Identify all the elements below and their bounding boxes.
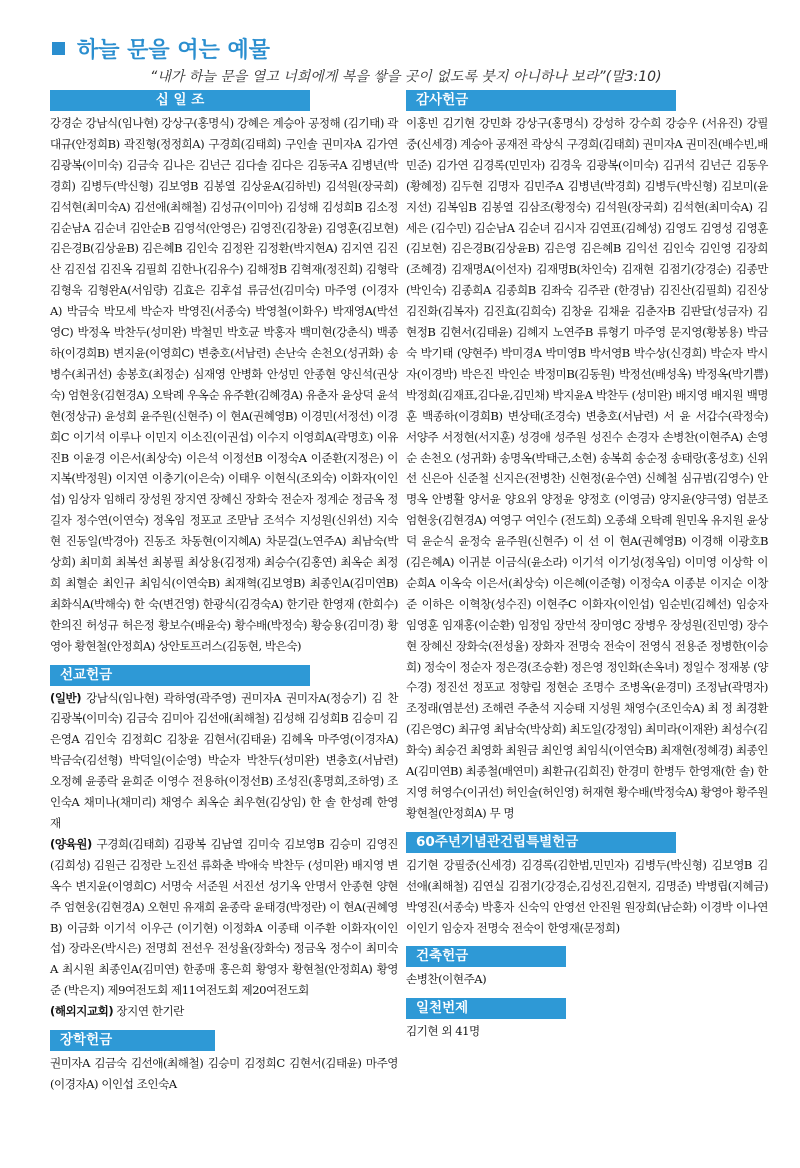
first-fruit-names: 김기현 외 41명: [406, 1024, 480, 1039]
title-square-icon: [52, 42, 65, 55]
section-heading-first-fruit: 일천번제: [406, 998, 566, 1019]
mission-group-label: (해외지교회): [50, 1004, 114, 1019]
right-column: [406, 90, 768, 1042]
mission-group-overseas: [50, 1001, 398, 1022]
mission-group-names: 장지연 한기란: [113, 1004, 184, 1019]
mission-group-general: [50, 688, 398, 834]
page-title-text: 하늘 문을 여는 예물: [77, 37, 270, 63]
mission-group-label: (양육원): [50, 836, 92, 851]
mission-group-names: 강남식(임나현) 곽하영(곽주영) 권미자A 권미자A(정승기) 김 찬 김광복(이미숙) 김금숙 김미아 김선애(최해철) 김성해 김성희B 김승미 김은영A 김인숙 김정희C 김창윤 김현서(김태윤) 김혜옥 마주영(이경자A) 박금숙(김선형) 박덕일(이순영) 박순자 박찬두(성미완) 변충호(서남련) 오정혜 윤종락 윤희준 이영수 전용하(이정선B) 조성진(홍명희,조하영) 조인숙A 채미나(채미리) 채영수 최옥순 최우현(김상임) 한 솔 한성례 한영재: [50, 690, 398, 830]
mission-group-nurture: [50, 834, 398, 1001]
left-column: [50, 90, 398, 1095]
mission-group-label: (일반): [50, 690, 82, 705]
section-heading-mission: 선교헌금: [50, 665, 310, 686]
section-heading-thanks: 감사헌금: [406, 90, 676, 111]
mission-group-names: 구경희(김태희) 김광복 김남열 김미숙 김보영B 김승미 김영진(김희성) 김원근 김정란 노진선 류화춘 박애숙 박찬두 (성미완) 배지영 변옥수 변지윤(이영희C) 서명숙 서준원 서진선 성기옥 안명서 안종현 양현주 엄현웅(김현경A) 오현민 유재희 윤종락 윤태경(박정란) 이 현A(권혜영B) 이금화 이기석 이우근 (이기현) 이정화A 이종태 이주환 이화자(이인섭) 장라온(박시은) 전명희 전선우 전성율(장화숙) 정금옥 정수이 최미숙A 최시원 최종인A(김미연) 한종매 홍은희 황영자 황현철(안정희A) 황영준 (박은지) 제9여전도회 제11여전도회 제20여전도회: [50, 836, 398, 998]
section-heading-tithe: 십 일 조: [50, 90, 310, 111]
section-heading-building60: 60주년기념관건립특별헌금: [406, 832, 676, 853]
thanks-names: 이홍빈 김기현 강민화 강상구(홍명식) 강성하 강수희 강승우 (서유진) 강필중(신세경) 계승아 공재전 곽상식 구경희(김태희) 권미자A 권미진(배수빈,배민준) 김가연 김경록(민민자) 김경욱 김광복(이미숙) 김귀석 김넌근 김동우(황혜정) 김두현 김명자 김민주A 김병년(박경희) 김병두(박신형) 김보미(윤지선) 김복임B 김봉열 김삼조(황정숙) 김석원(장국희) 김석현(최미숙A) 김세은 (김수민) 김순남A 김순녀 김시자 김연표(김혜성) 김영도 김영성 김영훈(김보현) 김은경B(김상윤B) 김은영 김은혜B 김익선 김인숙 김인영 김장희(조혜경) 김재명A(이선자) 김재명B(차인숙) 김재현 김점기(강경순) 김종만(박인숙) 김종희A 김종희B 김좌숙 김주관 (한경남) 김진산(김필희) 김진상 김진화(김복자) 김진효(김희숙) 김창윤 김채윤 김춘자B 김판달(성금자) 김현정B 김현서(김태윤) 김혜지 노연주B 류형기 마주영 문지영(황봉용) 박금숙 박기태 (양현주) 박미경A 박미영B 박서영B 박수상(신경희) 박순자 박시자(이경박) 박은진 박인순 박정미B(김동원) 박정선(배성옥) 박정옥(박기쁨) 박정희(김재표,김다윤,김민채) 박지윤A 박찬두 (성미완) 배지영 배지원 백명훈 백종하(이경희B) 변상태(조경숙) 변충호(서남련) 서 윤 서갑수(곽정숙) 서양주 서정현(서지훈) 성경애 성주원 성진수 손경자 손병찬(이현주A) 손영순 손천오 (성귀화) 송명옥(박태근,소현) 송복희 송순정 송태랑(홍성호) 신위선 신은아 신준철 신지은(전병찬) 신현정(윤수연) 신혜철 심규범(김영수) 안명옥 안병활 양서윤 양요위 양정윤 양정호 (이영금) 양지윤(양극영) 엄분조 엄현웅(김현경A) 여영구 여인수 (전도희) 오종쇄 오탁례 원민옥 유지원 윤상덕 윤순식 윤정숙 윤주원(신현주) 이 선 이 현A(권혜영B) 이경해 이광호B(김은혜A) 이귀분 이금식(윤소라) 이기석 이기성(정옥임) 이미영 이상학 이순희A 이옥숙 이은서(최상숙) 이은혜(이준형) 이정숙A 이종분 이지순 이창준 이하은 이혁창(성수진) 이현주C 이화자(이인섭) 임순빈(김혜선) 임숭자 임영훈 임재홍(이순환) 임정임 장만석 장미영C 장병우 장성원(진민영) 장수현 장혜신 장화숙(전성율) 장화자 전명숙 전숙이 전영식 전용준 정병한(이승희) 정숙이 정순자 정은경(조승환) 정은영 정인화(손옥녀) 정일수 정재봉 (양수경) 정진선 정포교 정향림 정현순 조명수 조병옥(윤경미) 조정남(곽명자) 조정래(염분선) 조해련 주춘석 지승태 지성원 채영수(조인숙A) 최 정 최경환(김은영C) 최규영 최남숙(박상희) 최도일(강정임) 최미라(이재완) 최성수(김화숙) 최승건 최영화 최원금 최인영 최임식(이연숙B) 최재현(정혜경) 최종인A(김미연B) 최종철(배연미) 최환규(김희진) 한경미 한병두 한영재(한 솔) 한지영 허영수(이귀선) 허인술(허인영) 허재현 황수배(박정숙A) 황영아 황주원 황현철(안정희A) 무 명: [406, 116, 768, 820]
construction-names: 손병찬(이현주A): [406, 972, 487, 987]
section-heading-construction: 건축헌금: [406, 946, 566, 967]
section-heading-scholarship: 장학헌금: [50, 1030, 215, 1051]
scholarship-names: 권미자A 김금숙 김선애(최해철) 김승미 김정희C 김현서(김태윤) 마주영(이경자A) 이인섭 조인숙A: [50, 1056, 398, 1091]
page-title: [52, 34, 270, 62]
scripture-quote: “내가 하늘 문을 열고 너희에게 복을 쌓을 곳이 없도록 붓지 아니하나 보라”(말3:10): [150, 69, 662, 85]
tithe-names: 강경순 강남식(임나현) 강상구(홍명식) 강혜은 계승아 공정해 (김기태) 곽대규(안정희B) 곽진형(정정희A) 구경희(김태희) 구인솔 권미자A 김가연 김광복(이미숙) 김금숙 김나은 김넌근 김다솔 김다은 김동국A 김병년(박경희) 김병두(박신형) 김보영B 김봉열 김상윤A(김하빈) 김석원(장국희) 김석현(최미숙A) 김선애(최해철) 김성규(이미아) 김성해 김성희B 김소정 김순남A 김순녀 김안순B 김영석(안영은) 김영진(김창윤) 김영훈(김보현) 김은경B(김상윤B) 김은혜B 김인숙 김정완 김정환(박지현A) 김지연 김진산 김진섭 김진옥 김필희 김한나(김유수) 김해정B 김혁재(정진희) 김형락 김형욱 김형완A(서임량) 김효은 김후섭 류금선(김미숙) 마주영 (이경자A) 박금숙 박모세 박순자 박영진(서종숙) 박영철(이화우) 박재영A(박선영C) 박정옥 박찬두(성미완) 박철민 박호균 박홍자 백미현(강춘식) 백종하(이경희B) 변지윤(이영희C) 변충호(서남련) 손난숙 손천오(성귀화) 송병수(최귀선) 송봉호(최정순) 심재영 안병화 안성민 안종현 양신석(권상숙) 엄현웅(김현경A) 오탁례 우옥순 유주환(김혜경A) 유춘자 윤상덕 윤석현(정상규) 윤성희 윤주원(신현주) 이 현A(권혜영B) 이경민(서정선) 이경희C 이기석 이루나 이민지 이소진(이권섭) 이수지 이영희A(곽명호) 이유진B 이윤경 이은서(최상숙) 이은석 이정선B 이정숙A 이준환(지정은) 이지복(박정원) 이지연 이충기(이은숙) 이태우 이현식(조외숙) 이화자(이인섭) 임상자 임해리 장성원 장지연 장혜신 장화숙 전순자 정계순 정금옥 정길자 정수연(이연숙) 정옥임 정포교 조맏남 조석수 지성원(신위선) 지숙현 진동일(박경아) 진동조 차동현(이지혜A) 차문걸(노연주A) 최남숙(박상희) 최미희 최복선 최봉필 최상용(김정재) 최승수(김홍연) 최옥순 최정희 최혈순 최인규 최임식(이연숙B) 최재혁(김보영B) 최종인A(김미연B) 최화식A(박해숙) 한 숙(변건영) 한광식(김경숙A) 한기란 한영재 (한희수) 한의진 허성규 허은정 황보수(배윤숙) 황수배(박정숙) 황승용(김미경) 황영아 황현철(안정희A) 상안토프러스(김동현, 박은숙): [50, 116, 398, 653]
building60-names: 김기현 강필중(신세경) 김경록(김한범,민민자) 김병두(박신형) 김보영B 김선애(최해철) 김연실 김점기(강경순,김성진,김현지, 김명준) 박병립(지혜금) 박영진(서종숙) 박홍자 신숙익 안영선 안진원 원장희(남순화) 이경박 이나연 이인기 임숭자 전명숙 전숙이 한영재(문정희): [406, 857, 768, 935]
